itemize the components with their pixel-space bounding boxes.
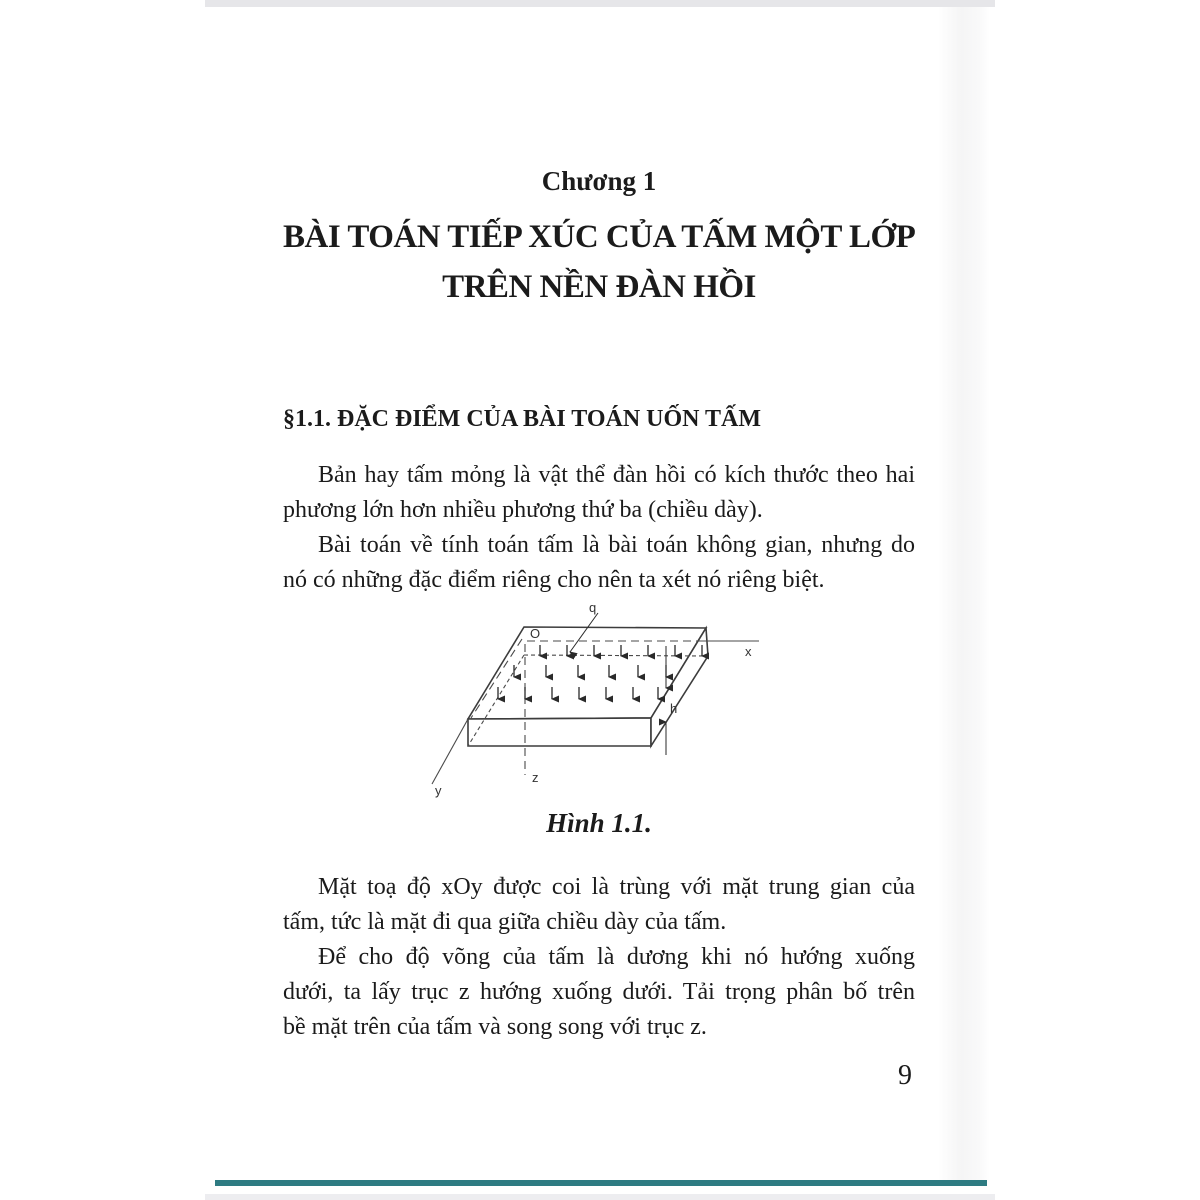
paragraph-line: Bài toán về tính toán tấm là bài toán không gian, nhưng do [318, 532, 915, 558]
z-axis-label: z [532, 770, 539, 785]
chapter-title-line-1: BÀI TOÁN TIẾP XÚC CỦA TẤM MỘT LỚP [283, 219, 916, 255]
paragraph-line: Để cho độ võng của tấm là dương khi nó hướng xuống [318, 944, 915, 970]
page-right-edge-shadow [938, 7, 990, 1182]
section-heading: §1.1. ĐẶC ĐIỂM CỦA BÀI TOÁN UỐN TẤM [283, 406, 762, 432]
paragraph-line: bề mặt trên của tấm và song song với trục z. [283, 1014, 707, 1040]
footer-accent-bar [215, 1180, 987, 1186]
figure-plate-diagram [418, 598, 778, 803]
paragraph-line: nó có những đặc điểm riêng cho nên ta xét nó riêng biệt. [283, 567, 825, 593]
plate-slab [468, 627, 708, 746]
paragraphs-bottom [283, 870, 915, 1045]
paragraph-line: Mặt toạ độ xOy được coi là trùng với mặt trung gian của [318, 874, 915, 900]
chapter-label: Chương 1 [541, 166, 657, 196]
load-label: q [589, 600, 597, 615]
paragraph-line: tấm, tức là mặt đi qua giữa chiều dày của tấm. [283, 909, 727, 935]
y-axis [432, 719, 468, 784]
page-number: 9 [898, 1060, 912, 1091]
plate-figure-svg [418, 598, 778, 803]
thickness-label: h [670, 701, 678, 716]
figure-caption: Hình 1.1. [546, 808, 652, 838]
x-axis-label: x [745, 644, 752, 659]
page-top-edge [205, 0, 995, 7]
origin-label: O [530, 626, 541, 641]
chapter-title [283, 212, 915, 312]
paragraph-line: Bản hay tấm mỏng là vật thể đàn hồi có kích thước theo hai [318, 462, 915, 488]
page-bottom-edge [205, 1194, 995, 1200]
paragraph-line: dưới, ta lấy trục z hướng xuống dưới. Tải trọng phân bố trên [283, 979, 915, 1005]
chapter-title-line-2: TRÊN NỀN ĐÀN HỒI [442, 269, 756, 305]
paragraph-line: phương lớn hơn nhiều phương thứ ba (chiều dày). [283, 497, 763, 523]
y-axis-label: y [435, 783, 442, 798]
paragraphs-top [283, 458, 915, 598]
